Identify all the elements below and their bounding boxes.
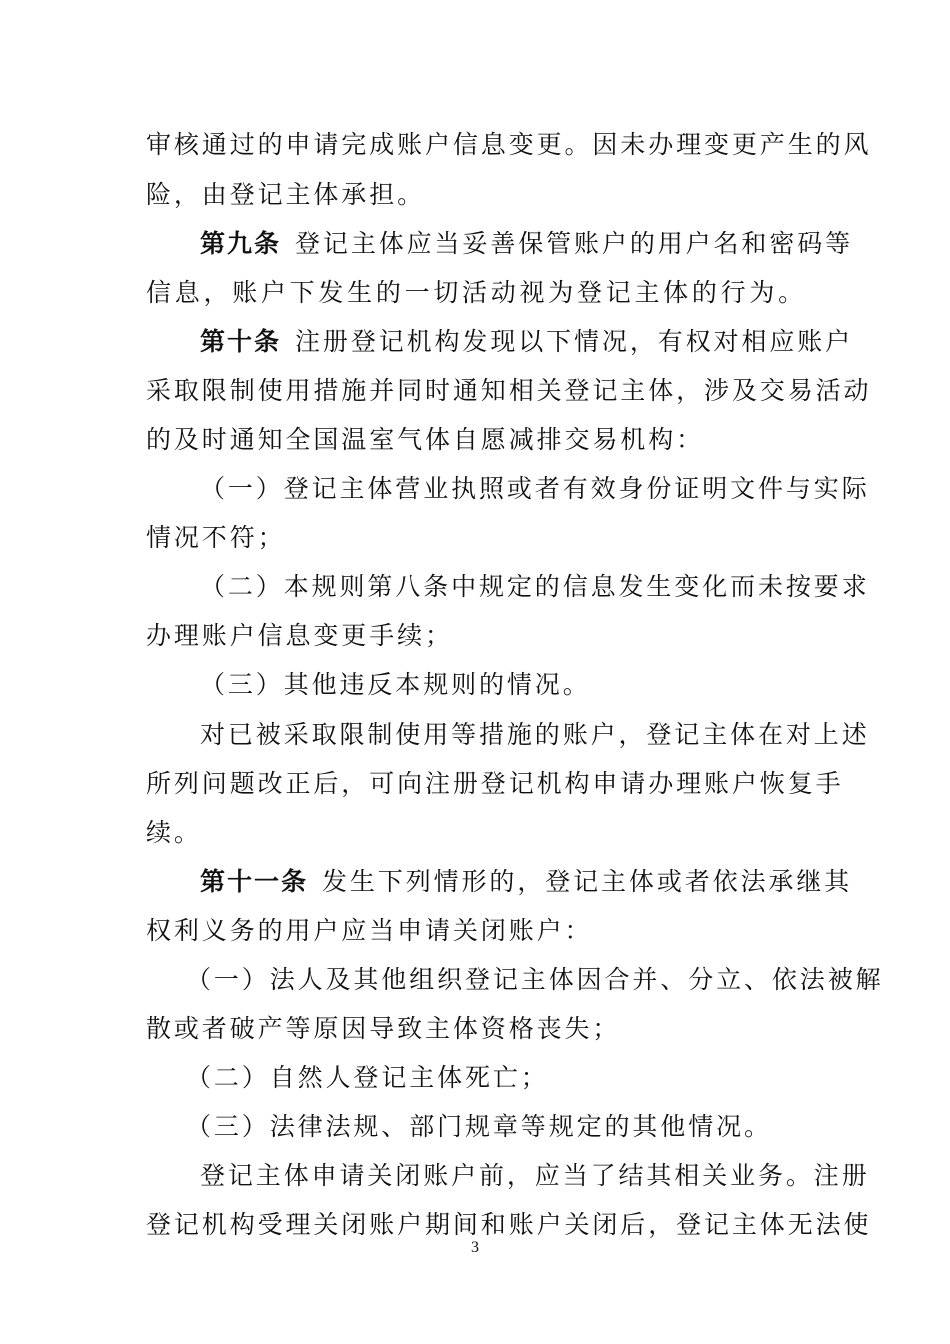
- text-line: 对已被采取限制使用等措施的账户，登记主体在对上述: [200, 720, 870, 749]
- text-line: 登记主体申请关闭账户前，应当了结其相关业务。注册: [200, 1161, 870, 1190]
- article-11-line: [200, 865, 853, 899]
- text-line: 权利义务的用户应当申请关闭账户：: [146, 916, 593, 945]
- text-line: 信息，账户下发生的一切活动视为登记主体的行为。: [146, 278, 806, 307]
- page-number: 3: [471, 1239, 479, 1256]
- text-line: 的及时通知全国温室气体自愿减排交易机构：: [146, 425, 705, 454]
- article-10-heading: 第十条: [200, 327, 282, 356]
- text-line: 情况不符；: [146, 523, 286, 552]
- text-line: 采取限制使用措施并同时通知相关登记主体，涉及交易活动: [146, 376, 872, 405]
- list-item-line: （二）本规则第八条中规定的信息发生变化而未按要求: [200, 572, 870, 601]
- text-line: 散或者破产等原因导致主体资格丧失；: [146, 1014, 621, 1043]
- list-item-line: （一）登记主体营业执照或者有效身份证明文件与实际: [200, 474, 870, 503]
- article-9-line: [200, 227, 854, 261]
- text-line: 登记机构受理关闭账户期间和账户关闭后，登记主体无法使: [146, 1210, 872, 1239]
- article-11-heading: 第十一条: [200, 867, 309, 896]
- article-9-heading: 第九条: [200, 229, 282, 258]
- article-10-text: 注册登记机构发现以下情况，有权对相应账户: [295, 327, 854, 356]
- list-item-line: （一）法人及其他组织登记主体因合并、分立、依法被解: [186, 965, 884, 994]
- text-line: 审核通过的申请完成账户信息变更。因未办理变更产生的风: [146, 130, 872, 159]
- list-item-line: （三）其他违反本规则的情况。: [200, 670, 591, 699]
- article-9-text: 登记主体应当妥善保管账户的用户名和密码等: [295, 229, 854, 258]
- article-11-text: 发生下列情形的，登记主体或者依法承继其: [322, 867, 853, 896]
- text-line: 所列问题改正后，可向注册登记机构申请办理账户恢复手: [146, 769, 844, 798]
- text-line: 续。: [146, 818, 202, 847]
- list-item-line: （二）自然人登记主体死亡；: [186, 1063, 549, 1092]
- article-10-line: [200, 325, 854, 359]
- list-item-line: （三）法律法规、部门规章等规定的其他情况。: [186, 1112, 772, 1141]
- text-line: 险，由登记主体承担。: [146, 180, 426, 209]
- text-line: 办理账户信息变更手续；: [146, 621, 453, 650]
